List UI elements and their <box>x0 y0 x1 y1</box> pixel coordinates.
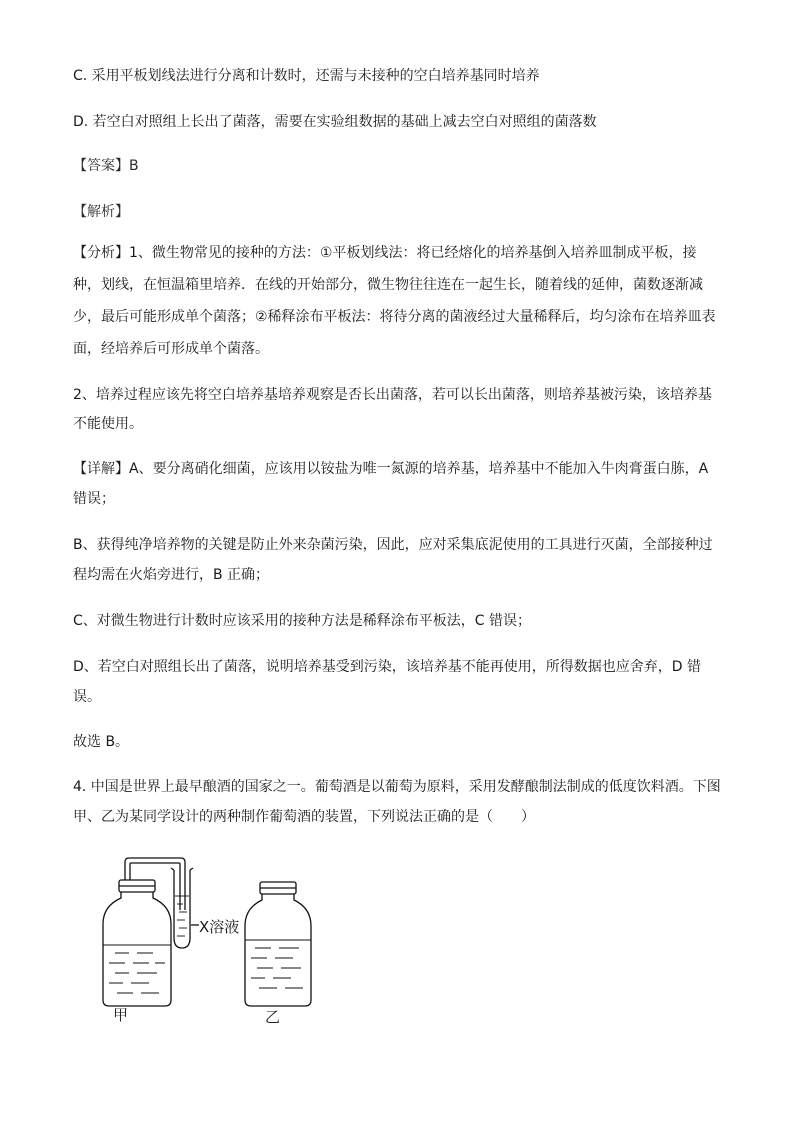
analysis-line-1: 【分析】1、微生物常见的接种的方法：①平板划线法：将已经熔化的培养基倒入培养皿制成平板，接 <box>73 245 697 261</box>
detail-line-5: C、对微生物进行计数时应该采用的接种方法是稀释涂布平板法，C 错误； <box>73 613 531 629</box>
analysis-line-2: 种，划线，在恒温箱里培养．在线的开始部分，微生物往往连在一起生长，随着线的延伸，菌数逐渐减 <box>73 277 703 293</box>
fermentation-apparatus-figure <box>95 850 325 1025</box>
detail-line-6: D、若空白对照组长出了菌落，说明培养基受到污染，该培养基不能再使用，所得数据也应舍弃，D 错 <box>73 659 702 675</box>
option-c-text: C. 采用平板划线法进行分离和计数时，还需与未接种的空白培养基同时培养 <box>73 68 540 84</box>
bottle-jia <box>103 880 171 1006</box>
label-yi: 乙 <box>265 1008 281 1026</box>
detail-line-1: 【详解】A、要分离硝化细菌，应该用以铵盐为唯一氮源的培养基，培养基中不能加入牛肉膏蛋白胨，A <box>73 461 709 477</box>
analysis-line-3: 少，最后可能形成单个菌落；②稀释涂布平板法：将待分离的菌液经过大量稀释后，均匀涂布在培养皿表 <box>73 309 716 325</box>
bottle-yi <box>245 882 311 1006</box>
label-jia: 甲 <box>113 1006 129 1024</box>
analysis-line-5: 2、培养过程应该先将空白培养基培养观察是否长出菌落，若可以长出菌落，则培养基被污染，该培养基 <box>73 387 712 403</box>
analysis-heading: 【解析】 <box>73 204 129 220</box>
detail-line-4: 程均需在火焰旁进行，B 正确； <box>73 567 270 583</box>
question-4-line-2: 甲、乙为某同学设计的两种制作葡萄酒的装置，下列说法正确的是（ ） <box>73 809 535 825</box>
apparatus-drawing <box>95 850 325 1025</box>
conclusion-text: 故选 B。 <box>73 734 130 750</box>
question-4-line-1: 4. 中国是世界上最早酿酒的国家之一。葡萄酒是以葡萄为原料，采用发酵酿制法制成的低度饮料酒。下图 <box>73 779 721 795</box>
analysis-line-4: 面，经培养后可形成单个菌落。 <box>73 341 269 357</box>
analysis-line-6: 不能使用。 <box>73 416 143 432</box>
detail-line-7: 误。 <box>73 689 101 705</box>
answer-label: 【答案】B <box>73 158 139 174</box>
x-solution-label: X溶液 <box>199 918 240 936</box>
option-d-text: D. 若空白对照组上长出了菌落，需要在实验组数据的基础上减去空白对照组的菌落数 <box>73 114 597 130</box>
detail-line-3: B、获得纯净培养物的关键是防止外来杂菌污染，因此，应对采集底泥使用的工具进行灭菌，全部接种过 <box>73 537 713 553</box>
detail-line-2: 错误； <box>73 491 115 507</box>
